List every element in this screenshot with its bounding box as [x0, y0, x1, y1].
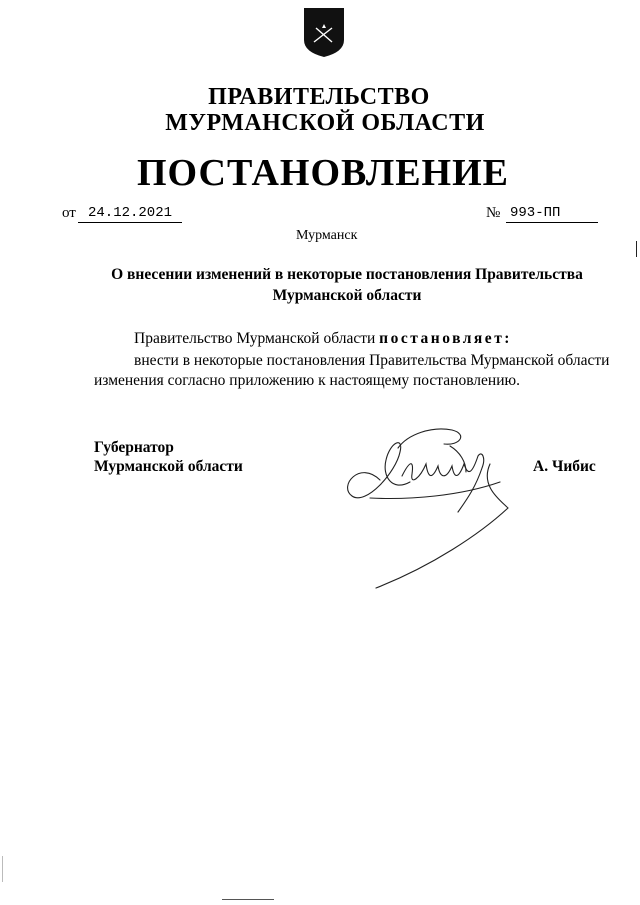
preamble	[134, 330, 512, 348]
scan-edge-mark	[2, 856, 3, 882]
preamble-text: Правительство Мурманской области	[134, 330, 376, 347]
city-name: Мурманск	[296, 228, 358, 243]
signer-title	[94, 438, 243, 476]
org-name-line1: ПРАВИТЕЛЬСТВО	[208, 84, 430, 110]
date-prefix: от	[62, 205, 76, 221]
org-name-line2: МУРМАНСКОЙ ОБЛАСТИ	[165, 110, 485, 136]
document-date: 24.12.2021	[78, 204, 182, 223]
subject-line2: Мурманской области	[272, 287, 422, 304]
document-type-title: ПОСТАНОВЛЕНИЕ	[136, 152, 510, 194]
subject-line1: О внесении изменений в некоторые постановления Правительства	[111, 266, 583, 283]
signer-title-line2: Мурманской области	[94, 458, 243, 475]
body-text-line1: внести в некоторые постановления Правительства Мурманской области	[134, 352, 610, 369]
document-subject	[80, 264, 614, 306]
decree-word: постановляет:	[379, 330, 512, 347]
handwritten-signature-icon	[340, 416, 530, 592]
coat-of-arms-icon	[302, 6, 346, 58]
signer-name: А. Чибис	[533, 458, 596, 475]
signer-title-line1: Губернатор	[94, 439, 174, 456]
scan-edge-mark	[222, 899, 274, 900]
document-number: 993-ПП	[506, 204, 598, 223]
body-text-line2: изменения согласно приложению к настоящему постановлению.	[94, 372, 520, 389]
number-prefix: №	[486, 205, 501, 221]
scan-edge-mark	[636, 241, 637, 257]
